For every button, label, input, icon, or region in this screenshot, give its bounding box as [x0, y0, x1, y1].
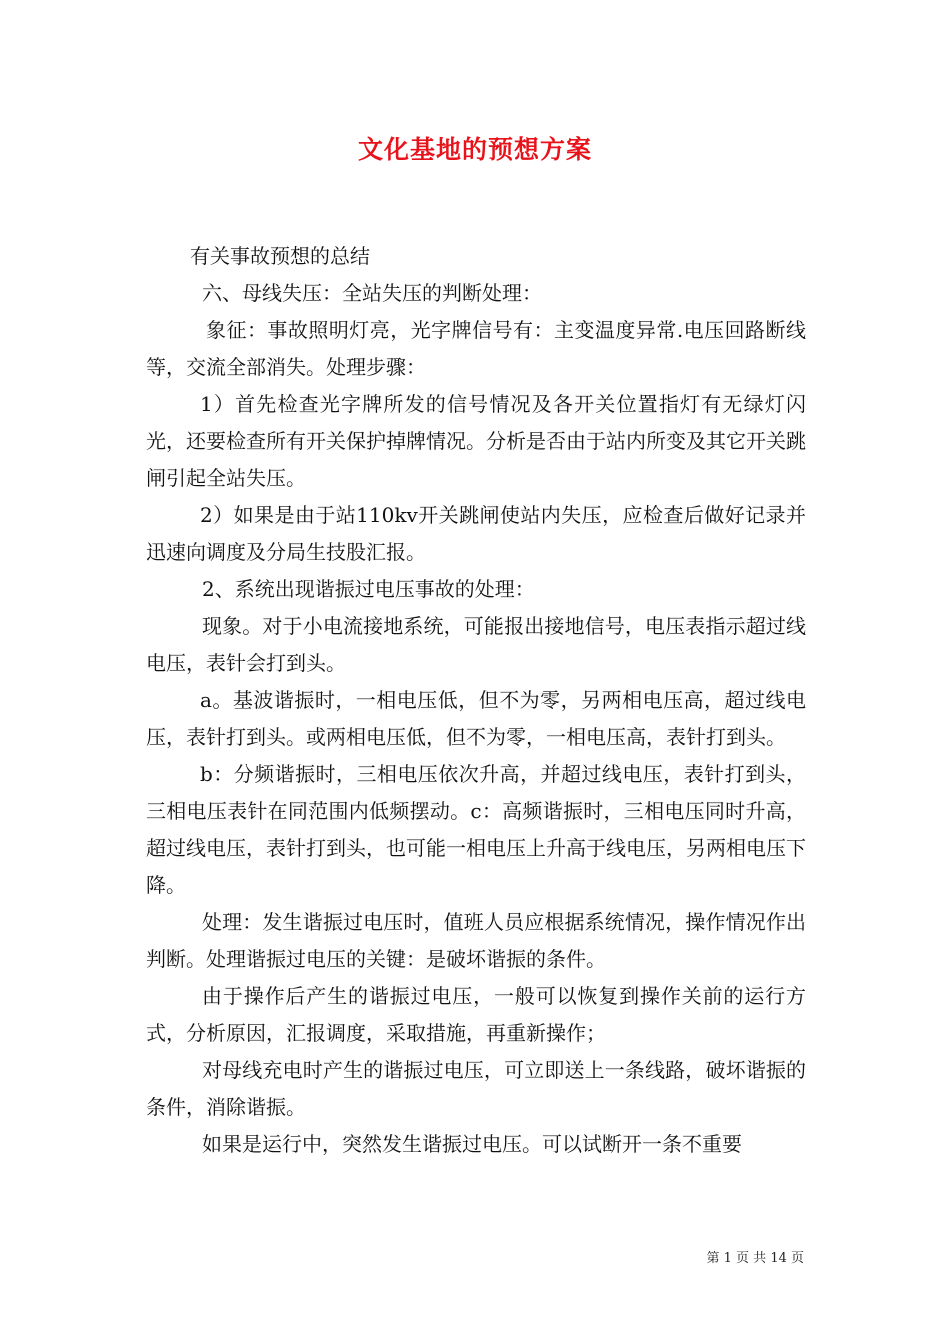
paragraph-section-six: 六、母线失压：全站失压的判断处理： [202, 281, 542, 305]
document-body [146, 238, 806, 1163]
paragraph-case-a: a。基波谐振时，一相电压低，但不为零，另两相电压高，超过线电压，表针打到头。或两相电压低，但不为零，一相电压高，表针打到头。 [146, 688, 806, 749]
paragraph-summary-heading: 有关事故预想的总结 [190, 244, 370, 268]
paragraph-step-2: 2）如果是由于站110kv开关跳闸使站内失压，应检查后做好记录并迅速向调度及分局生技股汇报。 [146, 503, 806, 564]
paragraph-section-two: 2、系统出现谐振过电压事故的处理： [202, 577, 535, 601]
paragraph-step-1: 1）首先检查光字牌所发的信号情况及各开关位置指灯有无绿灯闪光，还要检查所有开关保护掉牌情况。分析是否由于站内所变及其它开关跳闸引起全站失压。 [146, 392, 806, 490]
paragraph-phenomenon: 现象。对于小电流接地系统，可能报出接地信号，电压表指示超过线电压，表针会打到头。 [146, 614, 806, 675]
paragraph-case-b-c: b：分频谐振时，三相电压依次升高，并超过线电压，表针打到头，三相电压表针在同范围内低频摆动。c：高频谐振时，三相电压同时升高，超过线电压，表针打到头，也可能一相电压上升高于线电压，另两相电压下降。 [146, 762, 806, 897]
document-title: 文化基地的预想方案 [357, 135, 592, 164]
page-number-footer: 第 1 页 共 14 页 [706, 1251, 804, 1266]
paragraph-bus-charging: 对母线充电时产生的谐振过电压，可立即送上一条线路，破坏谐振的条件，消除谐振。 [146, 1058, 806, 1119]
paragraph-after-operation: 由于操作后产生的谐振过电压，一般可以恢复到操作关前的运行方式，分析原因，汇报调度，采取措施，再重新操作； [146, 984, 806, 1045]
paragraph-symptoms: 象征：事故照明灯亮，光字牌信号有：主变温度异常.电压回路断线等，交流全部消失。处理步骤： [146, 318, 806, 379]
paragraph-handling: 处理：发生谐振过电压时，值班人员应根据系统情况，操作情况作出判断。处理谐振过电压的关键：是破坏谐振的条件。 [146, 910, 806, 971]
paragraph-during-operation: 如果是运行中，突然发生谐振过电压。可以试断开一条不重要 [202, 1132, 742, 1156]
